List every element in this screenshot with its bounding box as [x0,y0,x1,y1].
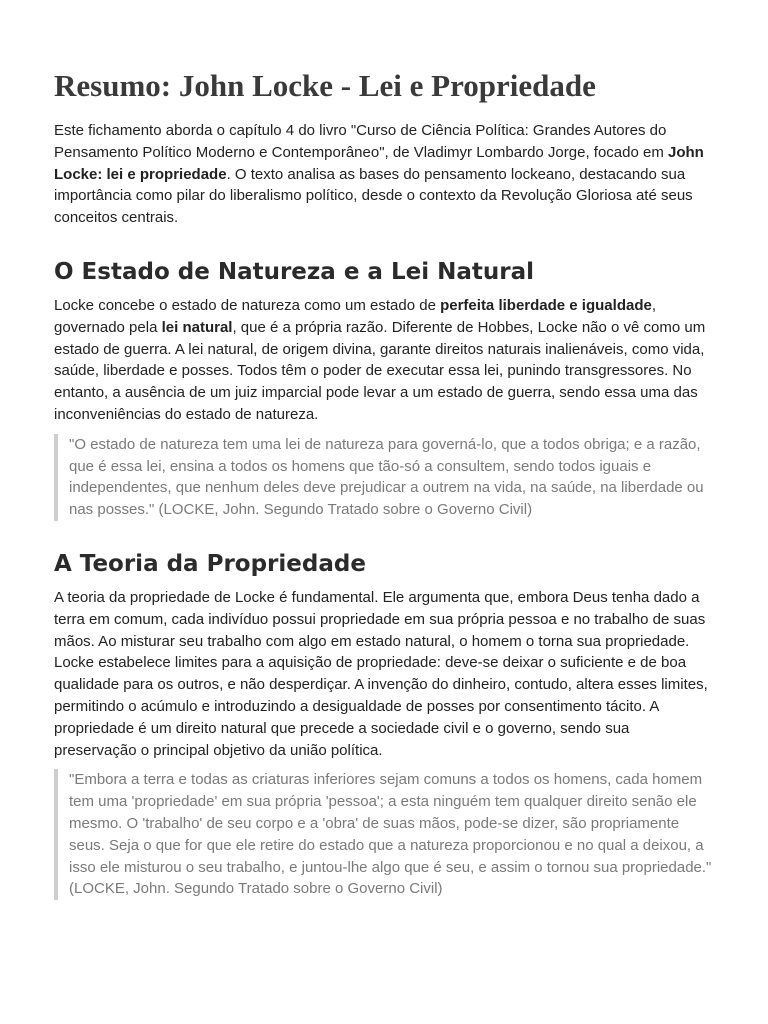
section1-bold-1: perfeita liberdade e igualdade [440,296,652,314]
section-paragraph-propriedade: A teoria da propriedade de Locke é fundamental. Ele argumenta que, embora Deus tenha dado a terra em comum, cada indivíduo possui propriedade em sua própria pessoa e no trabalho de suas mãos. Ao misturar seu trabalho com algo em estado natural, o homem o torna sua propriedade. Locke estabelece limites para a aquisição de propriedade: deve-se deixar o suficiente e de boa qualidade para os outros, e não desperdiçar. A invenção do dinheiro, contudo, altera esses limites, permitindo o acúmulo e introduzindo a desigualdade de posses por consentimento tácito. A propriedade é um direito natural que precede a sociedade civil e o governo, sendo sua preservação o principal objetivo da união política. [54,588,708,759]
intro-text-1: Este fichamento aborda o capítulo 4 do livro "Curso de Ciência Política: Grandes Autores do Pensamento Político Moderno e Contemporâneo", de Vladimyr Lombardo Jorge, focado em [54,122,668,161]
intro-text-2: . O texto analisa as bases do pensamento lockeano, destacando sua importância como pilar do liberalismo político, desde o contexto da Revolução Gloriosa até seus conceitos centrais. [54,165,693,227]
section1-text-1: Locke concebe o estado de natureza como um estado de [54,296,441,314]
blockquote-propriedade [54,769,714,900]
section1-text-2: , governado pela [54,296,656,336]
section1-text-3: , que é a própria razão. Diferente de Hobbes, Locke não o vê como um estado de guerra. A lei natural, de origem divina, garante direitos naturais inalienáveis, como vida, saúde, liberdade e posses. Todos têm o poder de executar essa lei, punindo transgressores. No entanto, a ausência de um juiz imparcial pode levar a um estado de guerra, sendo essa uma das inconveniências do estado de natureza. [54,318,706,423]
blockquote-estado-natureza [54,434,714,521]
quote-text: "Embora a terra e todas as criaturas inferiores sejam comuns a todos os homens, cada homem tem uma 'propriedade' em sua própria 'pessoa'; a esta ninguém tem qualquer direito senão ele mesmo. O 'trabalho' de seu corpo e a 'obra' de suas mãos, pode-se dizer, são propriamente seus. Seja o que for que ele retire do estado que a natureza proporcionou e no qual a deixou, a isso ele misturou o seu trabalho, e juntou-lhe algo que é seu, e assim o tornou sua propriedade." (LOCKE, John. Segundo Tratado sobre o Governo Civil) [69,771,712,898]
intro-paragraph [54,120,714,229]
intro-bold-topic: John Locke: lei e propriedade [54,143,704,183]
section-paragraph-estado-natureza [54,295,714,426]
section1-bold-2: lei natural [161,318,233,336]
section-heading-propriedade: A Teoria da Propriedade [54,550,366,577]
section-heading-estado-natureza: O Estado de Natureza e a Lei Natural [54,258,534,285]
quote-text: "O estado de natureza tem uma lei de natureza para governá-lo, que a todos obriga; e a razão, que é essa lei, ensina a todos os homens que tão-só a consultem, sendo todos iguais e independentes, que nenhum deles deve prejudicar a outrem na vida, na saúde, na liberdade ou nas posses." (LOCKE, John. Segundo Tratado sobre o Governo Civil) [69,435,704,519]
page-title: Resumo: John Locke - Lei e Propriedade [54,68,596,103]
